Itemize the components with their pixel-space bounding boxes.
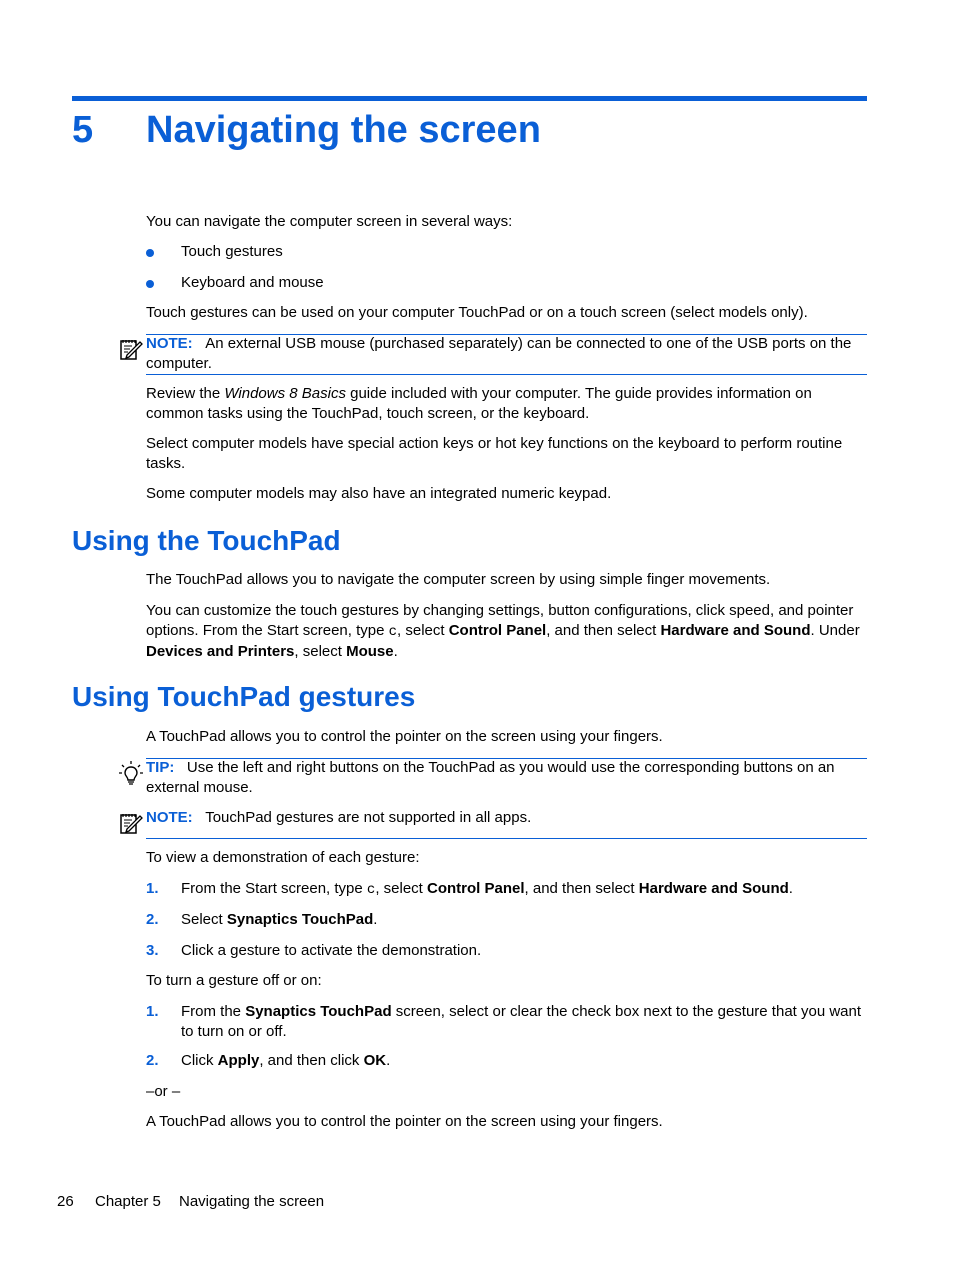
note-text: An external USB mouse (purchased separately) can be connected to one of the USB ports on the computer.: [146, 335, 852, 372]
bullet-dot: [146, 280, 154, 288]
note-icon: [118, 810, 144, 836]
toggle-step-2: Click Apply, and then click OK.: [181, 1052, 391, 1069]
chapter-top-rule: [72, 96, 867, 101]
note-text: TouchPad gestures are not supported in all apps.: [205, 809, 532, 826]
note-icon: [118, 336, 144, 362]
final-paragraph: A TouchPad allows you to control the pointer on the screen using your fingers.: [146, 1113, 663, 1130]
or-separator: –or –: [146, 1083, 181, 1100]
tip-text: Use the left and right buttons on the TouchPad as you would use the corresponding buttons on an external mouse.: [146, 759, 835, 796]
footer-title: Navigating the screen: [179, 1193, 325, 1210]
bullet-item-keyboard-mouse: Keyboard and mouse: [181, 274, 324, 291]
footer-chapter: Chapter 5: [95, 1193, 161, 1210]
review-basics-paragraph: Review the Windows 8 Basics guide included with your computer. The guide provides information on common tasks using the TouchPad, touch screen, or the keyboard.: [146, 385, 812, 422]
step-number: 1.: [146, 880, 159, 897]
guide-title: Windows 8 Basics: [224, 385, 346, 402]
customize-gestures-paragraph: You can customize the touch gestures by changing settings, button configurations, click speed, and pointer options. From the Start screen, type c, select Control Panel, and then select Hardware and Sound. Under Devices and Printers, select Mouse.: [146, 602, 860, 660]
note-bottom-rule: [146, 374, 867, 375]
demo-intro-paragraph: To view a demonstration of each gesture:: [146, 849, 420, 866]
step-number: 3.: [146, 942, 159, 959]
note-label: NOTE:: [146, 809, 193, 826]
touch-gestures-paragraph: Touch gestures can be used on your computer TouchPad or on a touch screen (select models only).: [146, 304, 808, 321]
numeric-keypad-paragraph: Some computer models may also have an integrated numeric keypad.: [146, 485, 612, 502]
step-number: 2.: [146, 1052, 159, 1069]
step-number: 1.: [146, 1003, 159, 1020]
code-c: c: [366, 882, 376, 898]
note-label: NOTE:: [146, 335, 193, 352]
tip-external-mouse: [146, 758, 868, 797]
demo-step-1: From the Start screen, type c, select Control Panel, and then select Hardware and Sound.: [181, 880, 793, 898]
lightbulb-icon: [118, 760, 144, 786]
note-bottom-rule: [146, 838, 867, 839]
action-keys-paragraph: Select computer models have special action keys or hot key functions on the keyboard to perform routine tasks.: [146, 435, 843, 472]
note-gestures-not-supported: [146, 808, 868, 828]
section-heading-touchpad: Using the TouchPad: [72, 525, 341, 556]
chapter-number: 5: [72, 109, 94, 151]
page-number: 26: [57, 1193, 74, 1210]
section-heading-gestures: Using TouchPad gestures: [72, 681, 416, 712]
toggle-step-1: From the Synaptics TouchPad screen, select or clear the check box next to the gesture that you want to turn on or off.: [181, 1003, 862, 1040]
touchpad-intro-paragraph: The TouchPad allows you to navigate the computer screen by using simple finger movements.: [146, 571, 771, 588]
demo-step-2: Select Synaptics TouchPad.: [181, 911, 378, 928]
note-usb-mouse: [146, 334, 862, 373]
bullet-item-touch-gestures: Touch gestures: [181, 243, 283, 260]
demo-step-3: Click a gesture to activate the demonstration.: [181, 942, 482, 959]
code-c: c: [388, 623, 398, 640]
toggle-intro-paragraph: To turn a gesture off or on:: [146, 972, 322, 989]
chapter-title: Navigating the screen: [146, 109, 541, 151]
intro-paragraph: You can navigate the computer screen in several ways:: [146, 213, 513, 230]
gestures-intro-paragraph: A TouchPad allows you to control the pointer on the screen using your fingers.: [146, 728, 663, 745]
tip-label: TIP:: [146, 759, 175, 776]
step-number: 2.: [146, 911, 159, 928]
bullet-dot: [146, 249, 154, 257]
